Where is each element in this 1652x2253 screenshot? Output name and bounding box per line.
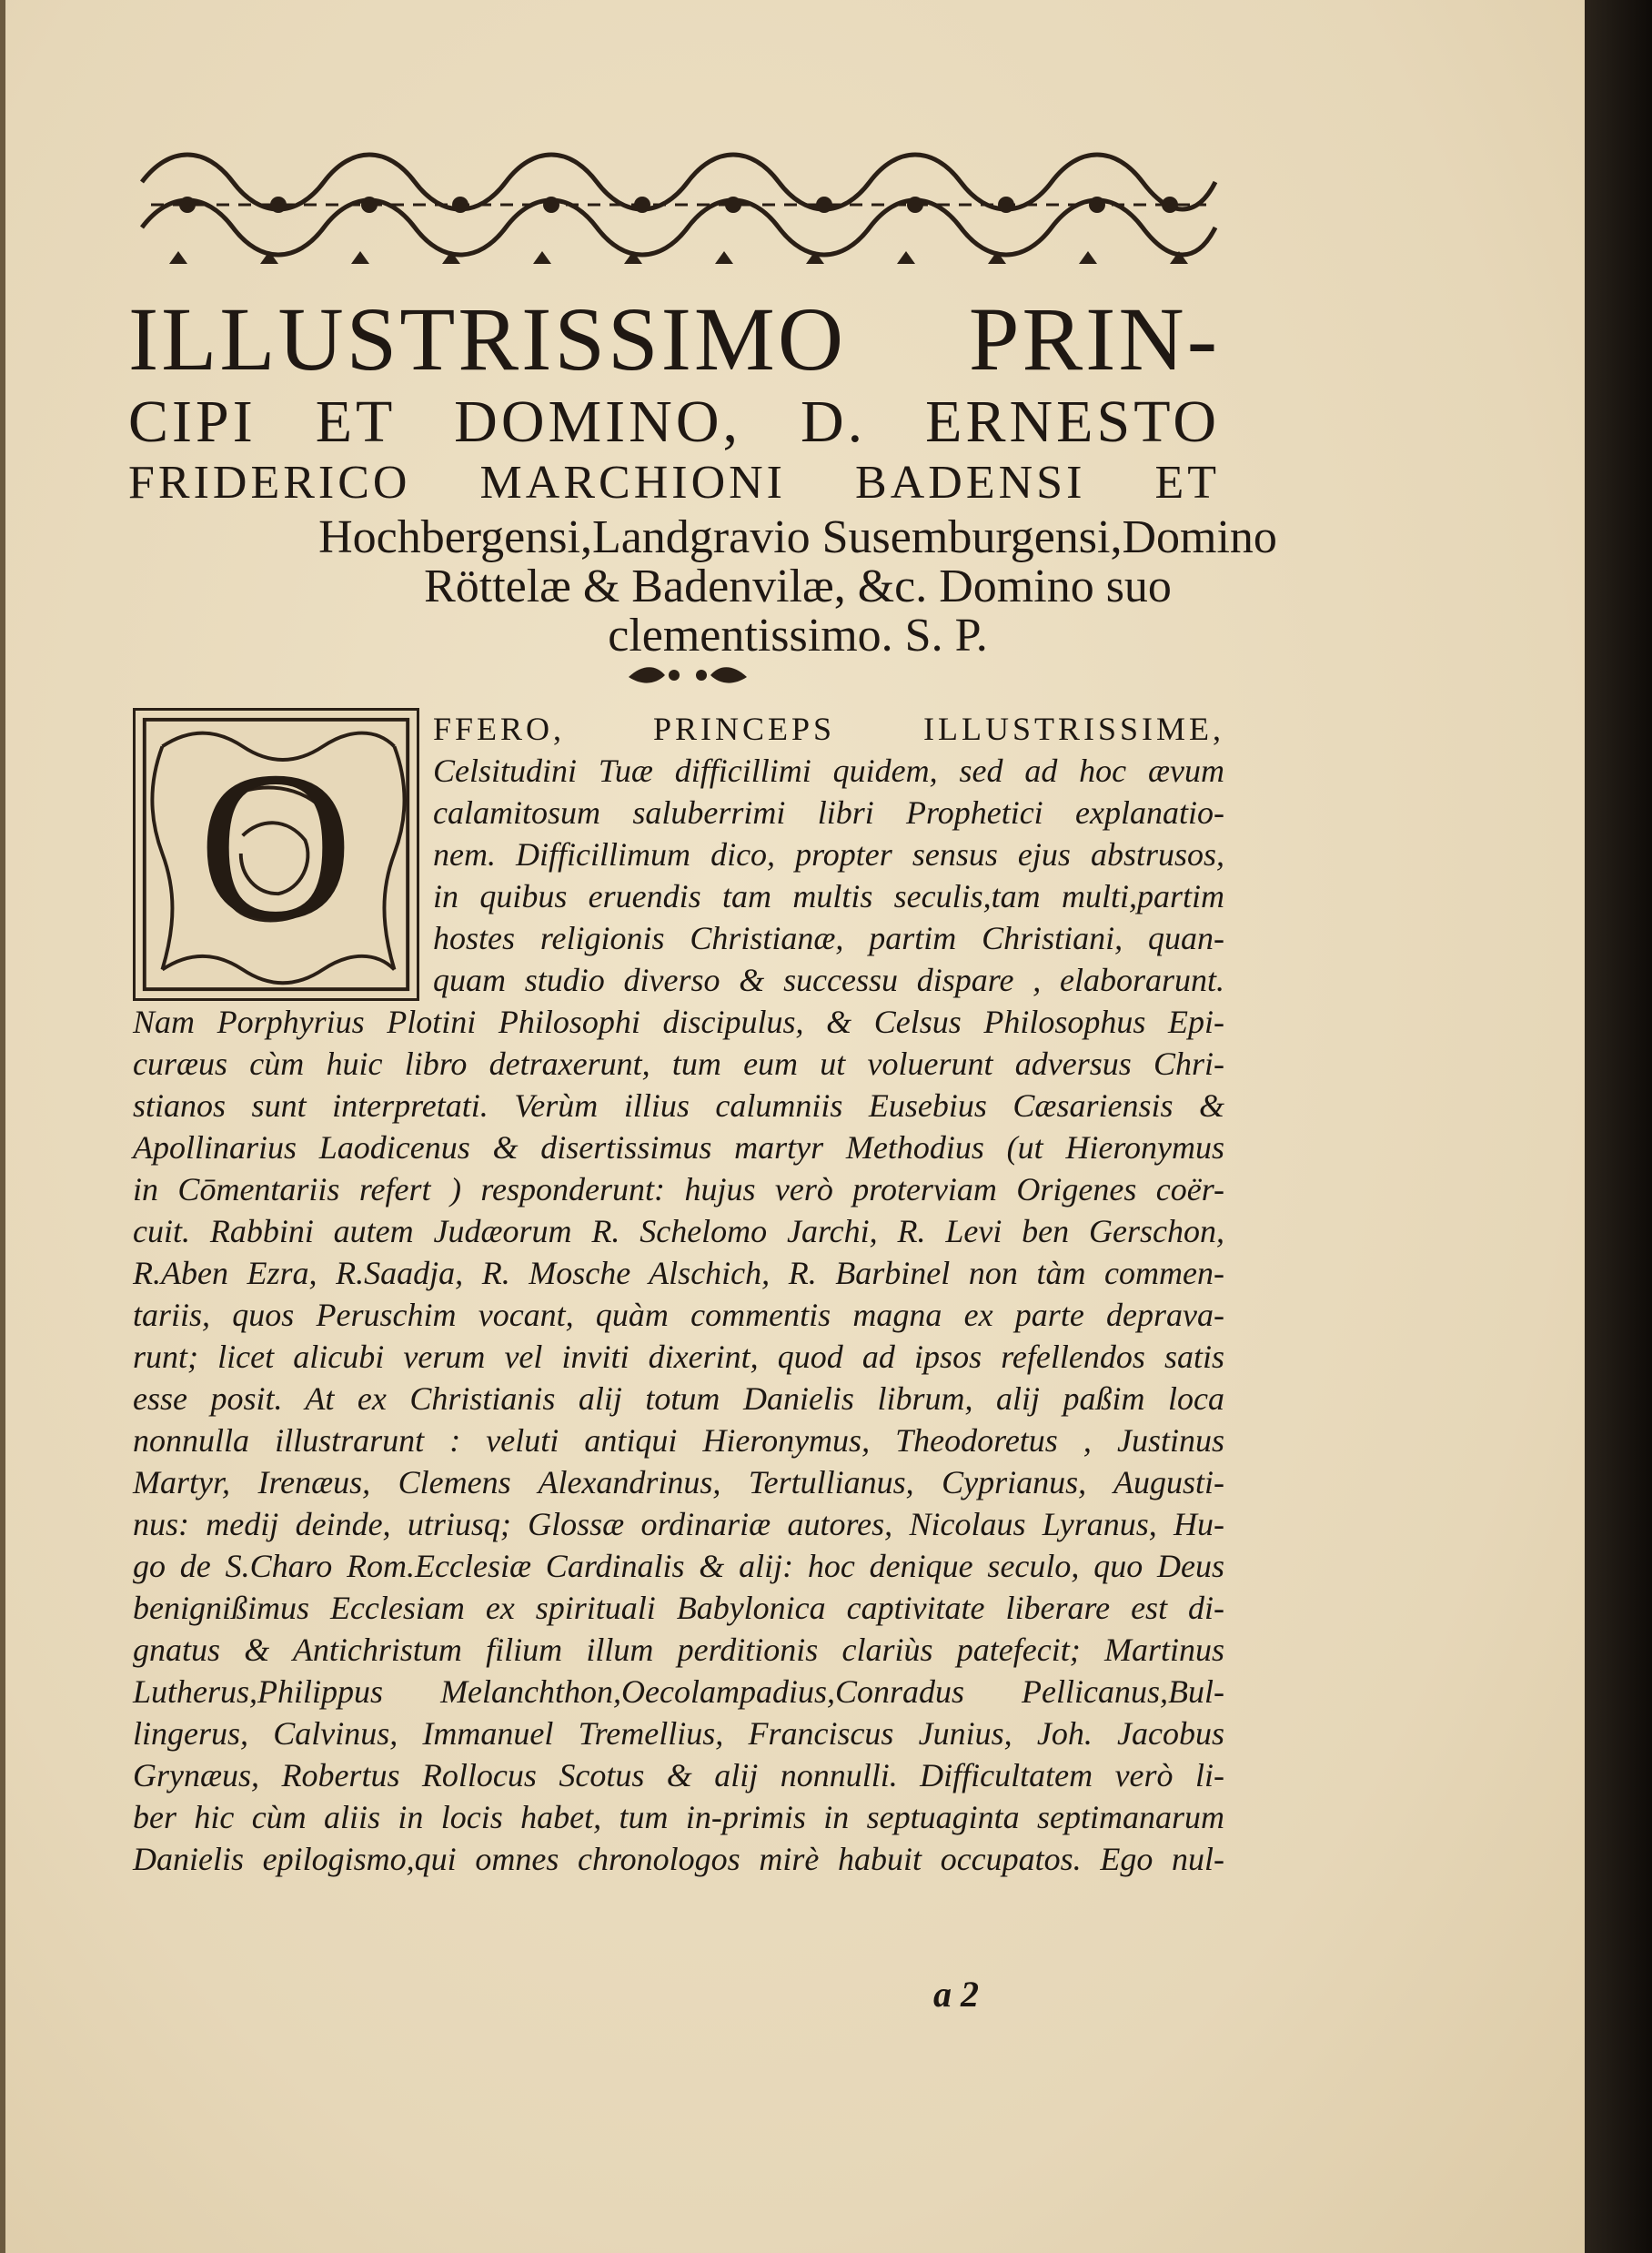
body-line: nonnulla illustrarunt : veluti antiqui Hieronymus, Theodoretus , Justinus xyxy=(133,1422,1224,1459)
body-line: calamitosum saluberrimi libri Prophetici explanatio- xyxy=(433,794,1224,831)
heading-line-1: ILLUSTRISSIMO PRIN- xyxy=(128,288,1220,389)
body-line: nem. Difficillimum dico, propter sensus ejus abstrusos, xyxy=(433,836,1224,873)
body-line: runt; licet alicubi verum vel inviti dixerint, quod ad ipsos refellendos satis xyxy=(133,1339,1224,1375)
signature-mark: a 2 xyxy=(933,1974,979,2015)
body-line: Lutherus,Philippus Melanchthon,Oecolampadius,Conradus Pellicanus,Bul- xyxy=(133,1673,1224,1710)
ornamental-headpiece xyxy=(133,146,1220,282)
body-line: ber hic cùm aliis in locis habet, tum in-primis in septuaginta septimanarum xyxy=(133,1799,1224,1835)
body-line: lingerus, Calvinus, Immanuel Tremellius, Franciscus Junius, Joh. Jacobus xyxy=(133,1715,1224,1752)
heading-line-6: clementissimo. S. P. xyxy=(608,610,988,662)
opening-line: FFERO, PRINCEPS ILLUSTRISSIME, xyxy=(433,711,1224,747)
heading-line-2: CIPI ET DOMINO, D. ERNESTO xyxy=(128,389,1220,455)
body-line: go de S.Charo Rom.Ecclesiæ Cardinalis & alij: hoc denique seculo, quo Deus xyxy=(133,1548,1224,1584)
heading-line-4: Hochbergensi,Landgravio Susemburgensi,Domino xyxy=(318,511,1277,563)
body-line: stianos sunt interpretati. Verùm illius calumniis Eusebius Cæsariensis & xyxy=(133,1087,1224,1124)
body-line: Nam Porphyrius Plotini Philosophi discipulus, & Celsus Philosophus Epi- xyxy=(133,1004,1224,1040)
body-line: hostes religionis Christianæ, partim Christiani, quan- xyxy=(433,920,1224,956)
body-line: nus: medij deinde, utriusq; Glossæ ordinariæ autores, Nicolaus Lyranus, Hu- xyxy=(133,1506,1224,1542)
body-line: tariis, quos Peruschim vocant, quàm commentis magna ex parte deprava- xyxy=(133,1297,1224,1333)
heading-line-5: Röttelæ & Badenvilæ, &c. Domino suo xyxy=(424,561,1172,612)
body-line: benignißimus Ecclesiam ex spirituali Babylonica captivitate liberare est di- xyxy=(133,1590,1224,1626)
book-edge xyxy=(1585,0,1652,2253)
body-line: Grynæus, Robertus Rollocus Scotus & alij nonnulli. Difficultatem verò li- xyxy=(133,1757,1224,1793)
decorated-initial-o xyxy=(133,708,419,1001)
body-line: R.Aben Ezra, R.Saadja, R. Mosche Alschich, R. Barbinel non tàm commen- xyxy=(133,1255,1224,1291)
fleuron-ornament xyxy=(624,657,751,693)
heading-line-3: FRIDERICO MARCHIONI BADENSI ET xyxy=(128,457,1220,509)
body-line: gnatus & Antichristum filium illum perditionis clariùs patefecit; Martinus xyxy=(133,1632,1224,1668)
body-line: Martyr, Irenæus, Clemens Alexandrinus, Tertullianus, Cyprianus, Augusti- xyxy=(133,1464,1224,1500)
body-line: Apollinarius Laodicenus & disertissimus martyr Methodius (ut Hieronymus xyxy=(133,1129,1224,1166)
body-line: Celsitudini Tuæ difficillimi quidem, sed ad hoc ævum xyxy=(433,753,1224,789)
body-line: cuit. Rabbini autem Judæorum R. Schelomo Jarchi, R. Levi ben Gerschon, xyxy=(133,1213,1224,1249)
body-line: esse posit. At ex Christianis alij totum Danielis librum, alij paßim loca xyxy=(133,1380,1224,1417)
body-line: in Cōmentariis refert ) responderunt: hujus verò proterviam Origenes coër- xyxy=(133,1171,1224,1207)
initial-letter: O xyxy=(198,726,354,965)
body-line: curæus cùm huic libro detraxerunt, tum eum ut voluerunt adversus Chri- xyxy=(133,1046,1224,1082)
body-line: Danielis epilogismo,qui omnes chronologos mirè habuit occupatos. Ego nul- xyxy=(133,1841,1224,1877)
body-line: quam studio diverso & successu dispare , elaborarunt. xyxy=(433,962,1224,998)
body-line: in quibus eruendis tam multis seculis,tam multi,partim xyxy=(433,878,1224,914)
